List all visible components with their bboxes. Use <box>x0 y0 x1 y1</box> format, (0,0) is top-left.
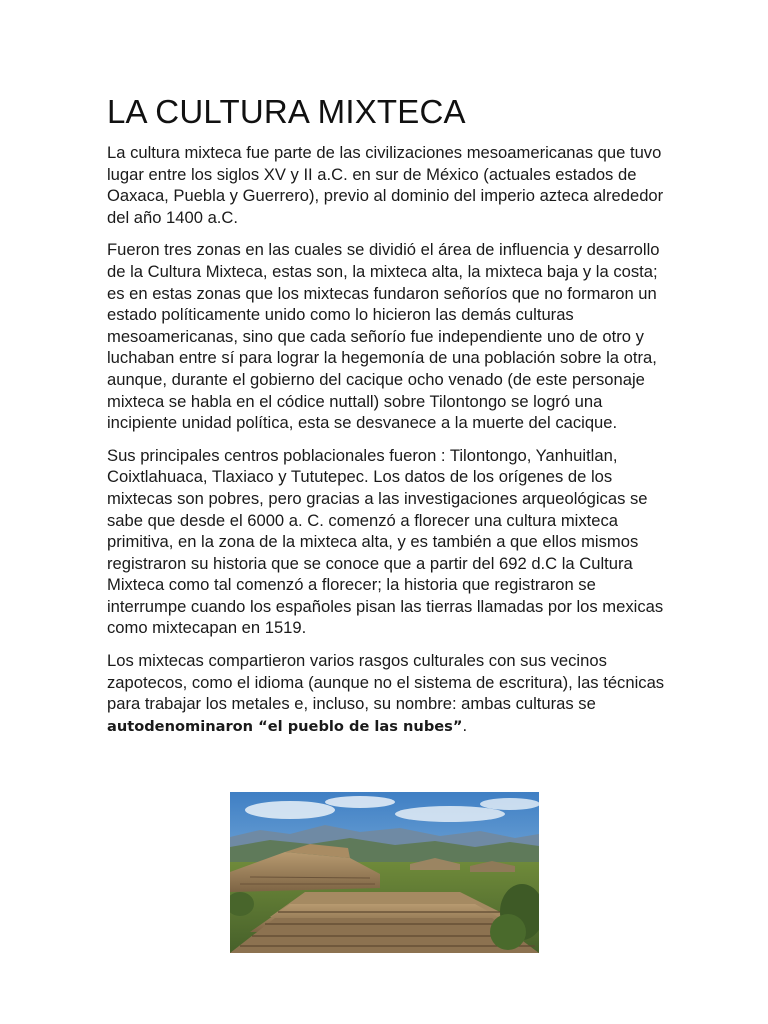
paragraph-3: Sus principales centros poblacionales fueron : Tilontongo, Yanhuitlan, Coixtlahuaca, Tlaxiaco y Tututepec. Los datos de los orígenes de los mixtecas son pobres, pero gracias a las investigaciones arqueológicas se sabe que desde el 6000 a. C. comenzó a florecer una cultura mixteca primitiva, en la zona de la mixteca alta, y es también a que ellos mismos registraron su historia que se conoce que a partir del 692 d.C la Cultura Mixteca como tal comenzó a florecer; la historia que registraron se interrumpe cuando los españoles pisan las tierras llamadas por los mexicas como mixtecapan en 1519. <box>107 445 664 638</box>
paragraph-2: Fueron tres zonas en las cuales se dividió el área de influencia y desarrollo de la Cultura Mixteca, estas son, la mixteca alta, la mixteca baja y la costa; es en estas zonas que los mixtecas fundaron señoríos que no formaron un estado políticamente unido como lo hicieron las demás culturas mesoamericanas, sino que cada señorío fue independiente uno de otro y luchaban entre sí para lograr la hegemonía de una población sobre la otra, aunque, durante el gobierno del cacique ocho venado (de este personaje mixteca se habla en el códice nuttall) sobre Tilontongo se logró una incipiente unidad política, esta se desvanece a la muerte del cacique. <box>107 240 660 433</box>
paragraph-4 <box>107 650 667 737</box>
pyramid-photo <box>230 792 539 953</box>
paragraph-4-text: Los mixtecas compartieron varios rasgos culturales con sus vecinos zapotecos, como el idioma (aunque no el sistema de escritura), las técnicas para trabajar los metales e, incluso, su nombre: ambas culturas se <box>107 651 665 714</box>
paragraph-4-end: . <box>462 715 468 735</box>
document-body <box>107 92 667 748</box>
document-title: LA CULTURA MIXTECA <box>107 93 466 130</box>
paragraph-4-bold: autodenominaron “el pueblo de las nubes” <box>107 717 463 735</box>
paragraph-1: La cultura mixteca fue parte de las civilizaciones mesoamericanas que tuvo lugar entre los siglos XV y II a.C. en sur de México (actuales estados de Oaxaca, Puebla y Guerrero), previo al dominio del imperio azteca alrededor del año 1400 a.C. <box>107 143 664 227</box>
